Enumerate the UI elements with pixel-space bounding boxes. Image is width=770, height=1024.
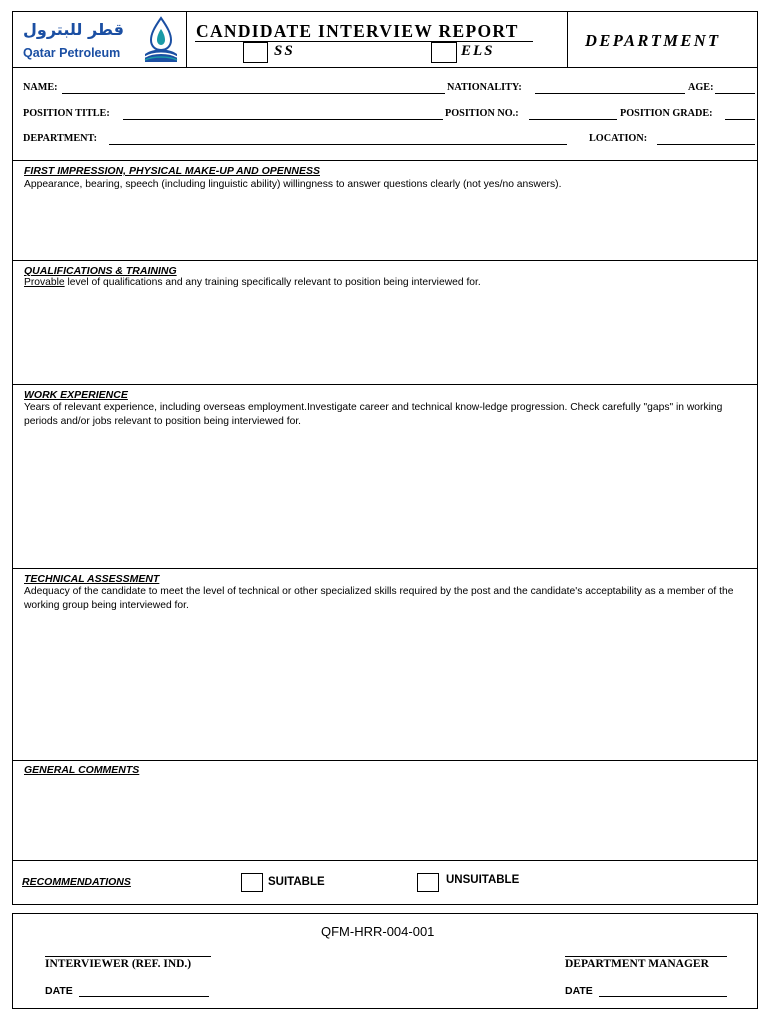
section-description: Adequacy of the candidate to meet the level of technical or other specialized skills required by the post and the candidate's acceptability as a member of the working group being interviewed for. — [24, 586, 734, 611]
department-heading: DEPARTMENT — [585, 31, 721, 50]
ss-checkbox[interactable] — [243, 42, 268, 63]
section-description-emphasis: Provable — [24, 277, 65, 288]
position-grade-label: POSITION GRADE: — [620, 108, 713, 119]
ss-label: SS — [274, 43, 295, 59]
work-experience-section[interactable] — [13, 385, 757, 568]
report-body — [12, 68, 758, 905]
location-label: LOCATION: — [589, 133, 648, 144]
suitable-label: SUITABLE — [268, 876, 325, 888]
section-description-text: level of qualifications and any training specifically relevant to position being interviewed for. — [64, 277, 481, 288]
unsuitable-checkbox[interactable] — [417, 873, 439, 892]
first-impression-section[interactable] — [13, 161, 757, 260]
location-field[interactable] — [657, 144, 755, 145]
manager-label: DEPARTMENT MANAGER — [565, 958, 709, 970]
company-logo — [19, 16, 181, 66]
interviewer-date-field[interactable] — [79, 996, 209, 997]
report-header — [12, 11, 758, 68]
section-description: Years of relevant experience, including overseas employment.Investigate career and technical know-ledge progression. Check carefully "gaps" in working periods and/or jobs relevant to position being interviewed for. — [24, 402, 723, 427]
name-label: NAME: — [23, 82, 58, 93]
manager-signature-line[interactable] — [565, 956, 727, 957]
position-title-field[interactable] — [123, 119, 443, 120]
section-title: QUALIFICATIONS & TRAINING — [24, 265, 177, 277]
technical-assessment-section[interactable] — [13, 569, 757, 760]
interviewer-date-label: DATE — [45, 985, 73, 997]
manager-date-field[interactable] — [599, 996, 727, 997]
age-field[interactable] — [715, 93, 755, 94]
department-cell — [568, 12, 757, 67]
els-checkbox[interactable] — [431, 42, 457, 63]
logo-emblem-icon — [143, 16, 179, 64]
section-description — [24, 276, 746, 290]
general-comments-section[interactable] — [13, 761, 757, 860]
title-cell — [187, 12, 568, 67]
section-title: FIRST IMPRESSION, PHYSICAL MAKE-UP AND OPENNESS — [24, 165, 320, 177]
section-title: WORK EXPERIENCE — [24, 389, 128, 401]
section-description: Appearance, bearing, speech (including linguistic ability) willingness to answer questions clearly (not yes/no answers). — [24, 179, 562, 190]
interviewer-label: INTERVIEWER (REF. IND.) — [45, 958, 192, 970]
department-label: DEPARTMENT: — [23, 133, 97, 144]
logo-arabic-text: قطر للبترول — [23, 20, 124, 39]
position-title-label: POSITION TITLE: — [23, 108, 110, 119]
qualifications-section[interactable] — [13, 261, 757, 384]
unsuitable-label: UNSUITABLE — [446, 874, 520, 886]
logo-cell — [13, 12, 187, 67]
position-no-label: POSITION NO.: — [445, 108, 519, 119]
manager-date-label: DATE — [565, 985, 593, 997]
age-label: AGE: — [688, 82, 714, 93]
report-title: CANDIDATE INTERVIEW REPORT — [196, 21, 519, 41]
els-label: ELS — [461, 43, 495, 59]
signature-block — [12, 913, 758, 1009]
name-field[interactable] — [62, 93, 445, 94]
recommendations-label: RECOMMENDATIONS — [22, 876, 131, 888]
form-code: QFM-HRR-004-001 — [321, 924, 435, 939]
logo-company-name: Qatar Petroleum — [23, 46, 121, 60]
nationality-label: NATIONALITY: — [447, 82, 522, 93]
section-title: GENERAL COMMENTS — [24, 764, 140, 776]
position-grade-field[interactable] — [725, 119, 755, 120]
interviewer-signature-line[interactable] — [45, 956, 211, 957]
nationality-field[interactable] — [535, 93, 685, 94]
position-no-field[interactable] — [529, 119, 617, 120]
section-title: TECHNICAL ASSESSMENT — [24, 573, 160, 585]
suitable-checkbox[interactable] — [241, 873, 263, 892]
divider-general-comments — [13, 860, 757, 861]
department-field[interactable] — [109, 144, 567, 145]
